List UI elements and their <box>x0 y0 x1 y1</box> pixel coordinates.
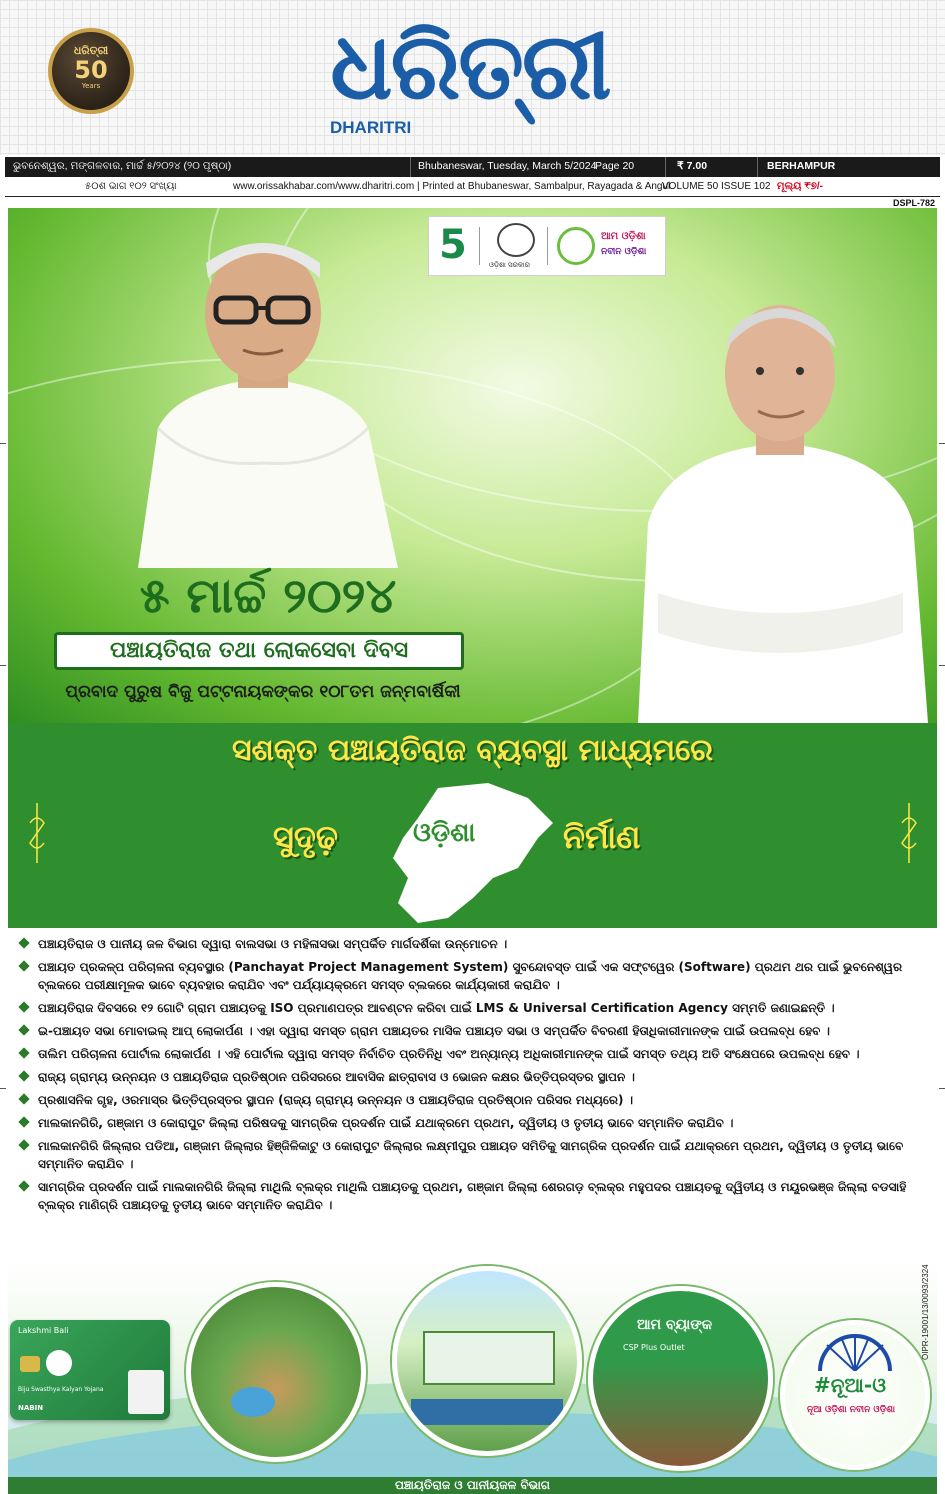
divider <box>665 157 666 177</box>
badge-caption: Years <box>81 82 101 90</box>
price: ₹ 7.00 <box>677 160 708 172</box>
ama-odisha-logo <box>557 223 657 269</box>
list-item-text: ମାଲକାନଗିରି, ଗଞ୍ଜାମ ଓ କୋରାପୁଟ ଜିଲ୍ଲା ପରିଷଦକୁ ସାମଗ୍ରିକ ପ୍ରଦର୍ଶନ ପାଇଁ ଯଥାକ୍ରମେ ପ୍ରଥମ, ଦ୍ୱିତୀୟ ଓ ତୃତୀୟ ଭାବେ ସମ୍ମାନିତ କରାଯିବ । <box>38 1116 734 1130</box>
price-odia: ମୂଲ୍ୟ ₹୭/- <box>777 181 823 192</box>
list-item <box>14 1022 932 1040</box>
flourish-left-icon <box>26 803 48 863</box>
list-item <box>14 1137 932 1173</box>
event-day-title: ପଞ୍ଚାୟତିରାଜ ତଥା ଲୋକସେବା ଦିବସ <box>54 632 464 670</box>
ad-code: DSPL-782 <box>892 198 935 208</box>
list-item-text: ପଞ୍ଚାୟତିରାଜ ଓ ପାନୀୟ ଜଳ ବିଭାଗ ଦ୍ୱାରା ବାଲସଭା ଓ ମହିଳାସଭା ସମ୍ପର୍କିତ ମାର୍ଗଦର୍ଶିକା ଉନ୍ମୋଚନ । <box>38 937 508 951</box>
badge-top-text: ଧରିତ୍ରୀ <box>73 44 109 57</box>
divider <box>547 227 548 265</box>
crop-mark <box>939 1088 945 1089</box>
bullet-diamond-icon <box>18 1180 29 1191</box>
list-item-text: ମାଲକାନଗିରି ଜିଲ୍ଲାର ପଡିଆ, ଗଞ୍ଜାମ ଜିଲ୍ଲାର ହିଞ୍ଜିଳିକାଟୁ ଓ କୋରାପୁଟ ଜିଲ୍ଲାର ଲକ୍ଷ୍ମୀପୁର ପଞ୍ଚାୟତ ସମିତିକୁ ସାମଗ୍ରିକ ପ୍ରଦର୍ଶନ ପାଇଁ ଯଥାକ୍ରମେ ପ୍ରଥମ, ଦ୍ୱିତୀୟ ଓ ତୃତୀୟ ଭାବେ ସମ୍ମାନିତ କରାଯିବ । <box>38 1139 904 1171</box>
slogan-line-1: ସଶକ୍ତ ପଞ୍ଚାୟତିରାଜ ବ୍ୟବସ୍ଥା ମାଧ୍ୟମରେ <box>231 733 714 768</box>
divider <box>410 157 411 177</box>
photo-strip <box>8 1262 937 1477</box>
emblem-caption: ଓଡ଼ିଶା ସରକାର <box>489 261 530 269</box>
crop-mark <box>0 665 6 666</box>
masthead <box>0 0 945 155</box>
websites-and-print-centres[interactable]: www.orissakhabar.com/www.dharitri.com | Printed at Bhubaneswar, Sambalpur, Rayagada & Angul <box>233 181 671 192</box>
community-centre-photo <box>392 1266 582 1456</box>
bullet-diamond-icon <box>18 1070 29 1081</box>
crop-mark <box>939 665 945 666</box>
park-photo <box>186 1282 366 1462</box>
list-item-text: ତାଲିମ ପରିଚାଳନା ପୋର୍ଟାଲ ଲୋକାର୍ପଣ । ଏହି ପୋର୍ଟାଲ ଦ୍ୱାରା ସମସ୍ତ ନିର୍ବାଚିତ ପ୍ରତିନିଧି ଏବଂ ଅନ୍ୟାନ୍ୟ ଅଧିକାରୀମାନଙ୍କ ପାଇଁ ସମସ୍ତ ତଥ୍ୟ ଅତି ସଂକ୍ଷେପରେ ଉପଲବ୍ଧ ହେବ । <box>38 1047 860 1061</box>
department-footer: ପଞ୍ଚାୟତିରାଜ ଓ ପାନୀୟଜଳ ବିଭାଗ <box>8 1477 937 1494</box>
bullet-diamond-icon <box>18 1116 29 1127</box>
bullet-diamond-icon <box>18 1047 29 1058</box>
crop-mark <box>939 443 945 444</box>
bullet-diamond-icon <box>18 1024 29 1035</box>
odia-dateline: ଭୁବନେଶ୍ୱର, ମଙ୍ଗଳବାର, ମାର୍ଚ୍ଚ ୫/୨୦୨୪ (୨୦ ପୃଷ୍ଠା) <box>13 160 232 172</box>
card-title: Lakshmi Bali <box>18 1326 69 1335</box>
bullet-diamond-icon <box>18 937 29 948</box>
crop-mark <box>0 443 6 444</box>
volume-odia: ୫୦ଶ ଭାଗ ୧୦୨ ସଂଖ୍ୟା <box>85 181 177 192</box>
bullet-diamond-icon <box>18 1139 29 1150</box>
crop-mark <box>0 1088 6 1089</box>
oipr-code: OIPR-19001/13/0093/2324 <box>921 1264 930 1360</box>
list-item <box>14 1114 932 1132</box>
slogan-left-word: ସୁଦୃଢ଼ <box>273 818 339 856</box>
english-dateline: Bhubaneswar, Tuesday, March 5/2024 <box>418 160 597 172</box>
issue-number: ISSUE 102 <box>721 181 771 192</box>
building-shape <box>423 1331 555 1385</box>
slogan-right-word: ନିର୍ମାଣ <box>563 818 641 856</box>
list-item <box>14 935 932 953</box>
list-item <box>14 958 932 994</box>
chakra-icon <box>815 1331 895 1371</box>
card-photo <box>128 1370 164 1414</box>
ama-bank-photo <box>588 1286 773 1471</box>
list-item-text: ସାମଗ୍ରିକ ପ୍ରଦର୍ଶନ ପାଇଁ ମାଲକାନଗିରି ଜିଲ୍ଲା ମାଥିଲି ବ୍ଲକ୍‌ର ମାଥିଲି ପଞ୍ଚାୟତକୁ ପ୍ରଥମ, ଗଞ୍ଜାମ ଜିଲ୍ଲା ଶେରଗଡ଼ ବ୍ଲକ୍‌ର ମହୁପଦର ପଞ୍ଚାୟତକୁ ଦ୍ୱିତୀୟ ଓ ମୟୂରଭଞ୍ଜ ଜିଲ୍ଲା ବଡସାହି ବ୍ଲକ୍‌ର ମାଣିଗ୍ରି ପଞ୍ଚାୟତକୁ ତୃତୀୟ ଭାବେ ସମ୍ମାନିତ କରାଯିବ । <box>38 1180 907 1212</box>
event-date: ୫ ମାର୍ଚ୍ଚ ୨୦୨୪ <box>139 568 397 624</box>
health-card-image <box>10 1320 170 1420</box>
list-item-text: ରାଜ୍ୟ ଗ୍ରାମ୍ୟ ଉନ୍ନୟନ ଓ ପଞ୍ଚାୟତିରାଜ ପ୍ରତିଷ୍ଠାନ ପରିସରରେ ଆବାସିକ ଛାତ୍ରାବାସ ଓ ଭୋଜନ କକ୍ଷର ଭିତ୍ତିପ୍ରସ୍ତର ସ୍ଥାପନ । <box>38 1070 635 1084</box>
five-t-logo: 5 <box>439 222 467 268</box>
government-logos <box>428 216 666 276</box>
ama-logo-line2: ନବୀନ ଓଡ଼ିଶା <box>601 247 647 257</box>
list-item <box>14 999 932 1017</box>
slogan-band <box>8 723 937 928</box>
list-item <box>14 1178 932 1214</box>
bullet-diamond-icon <box>18 1093 29 1104</box>
list-item-text: ପଞ୍ଚାୟତ ପ୍ରକଳ୍ପ ପରିଚାଳନା ବ୍ୟବସ୍ଥାର (Panchayat Project Management System) ସୁବନ୍ଦୋବସ୍ତ ପାଇଁ ଏକ ସଫ୍ଟୱେର (Software) ପ୍ରଥମ ଥର ପାଇଁ ଭୁବନେଶ୍ୱର ବ୍ଲକରେ ପରୀକ୍ଷାମୂଳକ ଭାବେ ବ୍ୟବହାର କରାଯିବ ଏବଂ ପର୍ଯ୍ୟାୟକ୍ରମେ ସମସ୍ତ ବ୍ଲକରେ କାର୍ଯ୍ୟକାରୀ କରାଯିବ । <box>38 960 903 992</box>
volume-number: VOLUME 50 <box>662 181 719 192</box>
portrait-left <box>98 228 428 568</box>
list-item-text: ପ୍ରଶାସନିକ ଗୃହ, ଓରମାସ୍‌ର ଭିତ୍ତିପ୍ରସ୍ତର ସ୍ଥାପନ (ରାଜ୍ୟ ଗ୍ରାମ୍ୟ ଉନ୍ନୟନ ଓ ପଞ୍ଚାୟତିରାଜ ପ୍ରତିଷ୍ଠାନ ପରିସର ମଧ୍ୟରେ) । <box>38 1093 634 1107</box>
list-item-text: ଇ-ପଞ୍ଚାୟତ ସଭା ମୋବାଇଲ୍ ଆପ୍ ଲୋକାର୍ପଣ । ଏହା ଦ୍ୱାରା ସମସ୍ତ ଗ୍ରାମ ପଞ୍ଚାୟତର ମାସିକ ପଞ୍ଚାୟତ ସଭା ଓ ସମ୍ପର୍କିତ ବିବରଣୀ ହିତାଧିକାରୀମାନଙ୍କ ପାଇଁ ଉପଲବ୍ଧ ହେବ । <box>38 1024 830 1038</box>
list-item-text: ପଞ୍ଚାୟତିରାଜ ଦିବସରେ ୧୨ ଗୋଟି ଗ୍ରାମ ପଞ୍ଚାୟତକୁ ISO ପ୍ରମାଣପତ୍ର ଆବଣ୍ଟନ କରିବା ପାଇଁ LMS & Universal Certification Agency ସମ୍ମତି ଜଣାଇଛନ୍ତି । <box>38 1001 835 1015</box>
fountain-shape <box>231 1387 275 1417</box>
newspaper-logo[interactable]: ଧରିତ୍ରୀ <box>330 13 610 120</box>
date-info-bar <box>5 157 940 177</box>
announcement-list <box>14 935 932 1219</box>
divider <box>757 157 758 177</box>
flourish-right-icon <box>898 803 920 863</box>
list-item <box>14 1045 932 1063</box>
nua-o-hashtag: #ନୂଆ-ଓ <box>814 1373 886 1397</box>
card-emblem-icon <box>46 1350 72 1376</box>
bus-row-shape <box>411 1399 563 1425</box>
card-scheme: Biju Swasthya Kalyan Yojana <box>18 1386 104 1393</box>
anniversary-line: ପ୍ରବାଦ ପୁରୁଷ ବିଜୁ ପଟ୍ଟନାୟକଙ୍କର ୧୦୮ତମ ଜନ୍ମବାର୍ଷିକୀ <box>65 682 461 702</box>
list-item <box>14 1068 932 1086</box>
portrait-right <box>628 293 933 723</box>
card-holder-name: NABIN <box>18 1404 44 1412</box>
edition-name: BERHAMPUR <box>767 160 836 172</box>
ama-ring-icon <box>557 227 595 265</box>
bullet-diamond-icon <box>18 960 29 971</box>
fifty-years-badge <box>48 28 134 114</box>
chip-icon <box>20 1356 40 1372</box>
divider <box>479 227 480 265</box>
badge-number: 50 <box>74 56 108 84</box>
bank-title: ଆମ ବ୍ୟାଙ୍କ <box>637 1317 713 1333</box>
nua-o-tagline: ନୂଆ ଓଡ଼ିଶା ନବୀନ ଓଡ଼ିଶା <box>806 1405 896 1415</box>
bank-subtitle: CSP Plus Outlet <box>623 1343 685 1352</box>
ama-logo-line1: ଆମ ଓଡ଼ିଶା <box>601 231 646 242</box>
page-number: Page 20 <box>595 160 635 172</box>
publication-info-bar <box>5 178 940 197</box>
bullet-diamond-icon <box>18 1001 29 1012</box>
odisha-emblem-icon <box>497 223 535 257</box>
advertisement-hero <box>8 208 937 723</box>
slogan-center-word: ଓଡ଼ିଶା <box>413 818 476 848</box>
odisha-map-icon <box>378 778 568 928</box>
list-item <box>14 1091 932 1109</box>
nua-o-logo <box>780 1320 930 1470</box>
newspaper-logo-english: DHARITRI <box>330 118 412 137</box>
